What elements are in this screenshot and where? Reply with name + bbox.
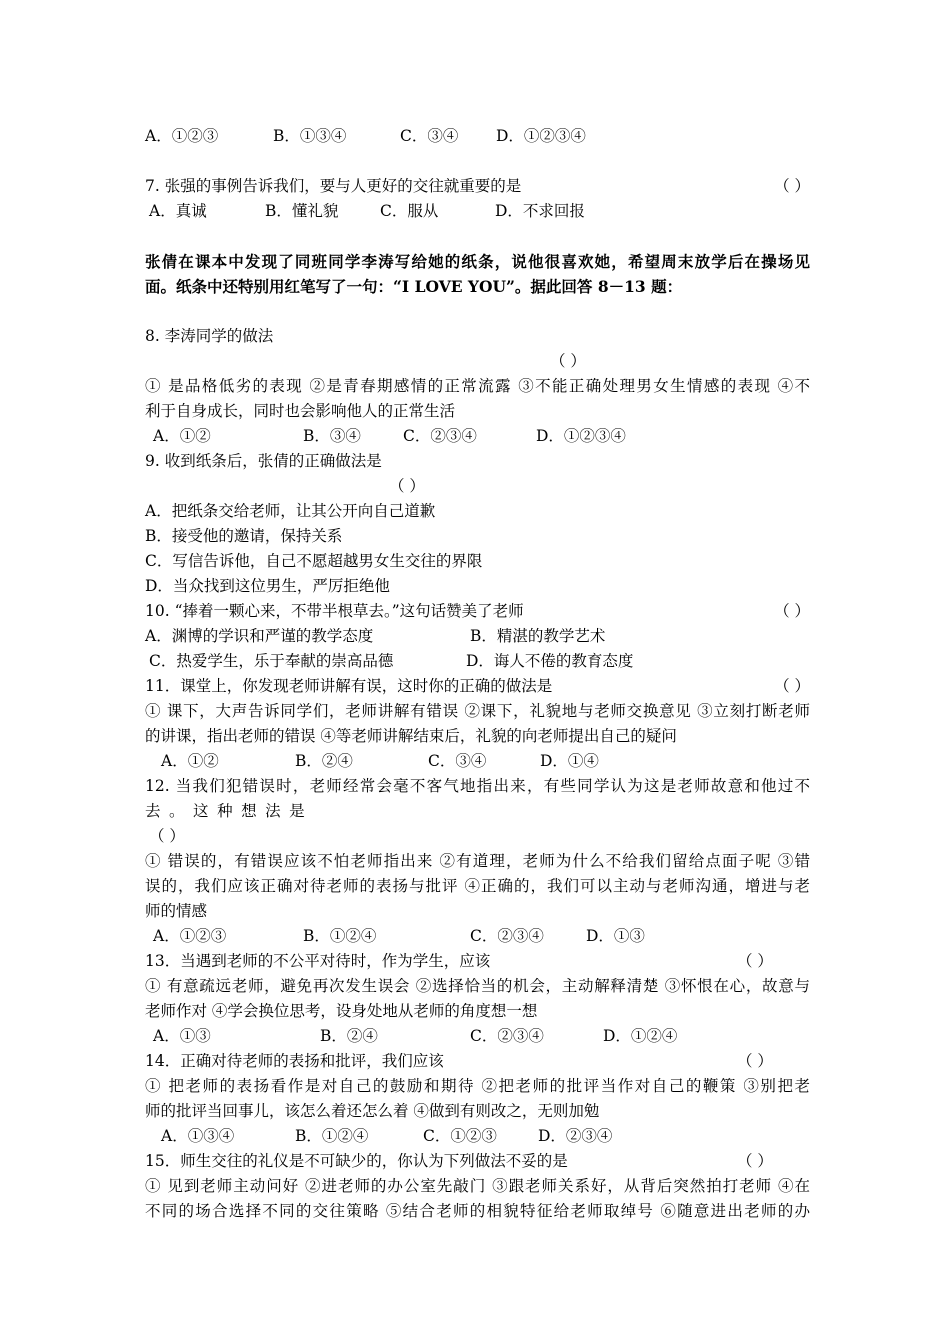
q10-option-d: D．诲人不倦的教育态度: [466, 652, 634, 670]
q12-option-a: A．①②③: [153, 927, 227, 945]
passage-line-1: 张倩在课本中发现了同班同学李涛写给她的纸条，说他很喜欢她，希望周末放学后在操场见: [145, 252, 810, 271]
q11-option-a: A．①②: [161, 752, 219, 770]
q6-option-d: D．①②③④: [496, 127, 586, 145]
passage-line-2: 面。纸条中还特别用红笔写了一句：“I LOVE YOU”。据此回答 8－13 题：: [145, 277, 683, 296]
q9-option-d: D．当众找到这位男生，严厉拒绝他: [145, 577, 390, 595]
q9-option-c: C．写信告诉他，自己不愿超越男女生交往的界限: [145, 552, 483, 570]
q13-body-1: ① 有意疏远老师，避免再次发生误会 ②选择恰当的机会，主动解释清楚 ③怀恨在心，故意与: [145, 977, 810, 995]
q7-option-b: B．懂礼貌: [265, 202, 339, 220]
q10-option-b: B．精湛的教学艺术: [470, 627, 606, 645]
q7-answer-paren: （ ）: [774, 177, 810, 195]
q10-options-row-2: [145, 649, 810, 674]
q12-options: [145, 924, 810, 949]
q9-option-a: A．把纸条交给老师，让其公开向自己道歉: [145, 502, 436, 520]
q7-stem: 7. 张强的事例告诉我们，要与人更好的交往就重要的是: [145, 177, 522, 195]
q15-answer-paren: （ ）: [737, 1152, 773, 1170]
q13-option-b: B．②④: [320, 1027, 378, 1045]
q14-body-2: 师的批评当回事儿，该怎么着还怎么着 ④做到有则改之，无则加勉: [145, 1102, 600, 1120]
q11-options: [145, 749, 810, 774]
q14-option-c: C．①②③: [423, 1127, 497, 1145]
q14-options: [145, 1124, 810, 1149]
q12-body-2: 误的，我们应该正确对待老师的表扬与批评 ④正确的，我们可以主动与老师沟通，增进与老: [145, 877, 810, 895]
q9-paren-line: [145, 474, 810, 499]
q12-option-b: B．①②④: [303, 927, 377, 945]
q13-answer-paren: （ ）: [737, 952, 773, 970]
q12-body-1: ① 错误的，有错误应该不怕老师指出来 ②有道理，老师为什么不给我们留给点面子呢 ③错: [145, 852, 810, 870]
q8-option-a: A．①②: [153, 427, 211, 445]
q14-option-a: A．①③④: [161, 1127, 235, 1145]
q12-stem-1: 12. 当我们犯错误时，老师经常会毫不客气地指出来，有些同学认为这是老师故意和他过不: [145, 777, 810, 795]
q8-paren-line: [145, 349, 810, 374]
q14-body-1: ① 把老师的表扬看作是对自己的鼓励和期待 ②把老师的批评当作对自己的鞭策 ③别把老: [145, 1077, 810, 1095]
q13-body-2: 老师作对 ④学会换位思考，设身处地从老师的角度想一想: [145, 1002, 538, 1020]
q11-option-b: B．②④: [295, 752, 353, 770]
q12-option-d: D．①③: [586, 927, 645, 945]
q13-stem: 13．当遇到老师的不公平对待时，作为学生，应该: [145, 952, 491, 970]
q14-option-d: D．②③④: [538, 1127, 613, 1145]
q9-stem: 9. 收到纸条后，张倩的正确做法是: [145, 452, 382, 470]
q14-answer-paren: （ ）: [737, 1052, 773, 1070]
q7-options: [145, 199, 810, 224]
q13-options: [145, 1024, 810, 1049]
q10-stem-line: [145, 599, 810, 624]
exam-page: [145, 124, 810, 1224]
q10-options-row-1: [145, 624, 810, 649]
q7-option-d: D．不求回报: [495, 202, 585, 220]
q12-option-c: C．②③④: [470, 927, 544, 945]
q8-option-c: C．②③④: [403, 427, 477, 445]
q14-stem-line: [145, 1049, 810, 1074]
q11-answer-paren: （ ）: [774, 677, 810, 695]
q13-stem-line: [145, 949, 810, 974]
q8-body-1: ① 是品格低劣的表现 ②是青春期感情的正常流露 ③不能正确处理男女生情感的表现 ④不: [145, 377, 810, 395]
q11-option-d: D．①④: [540, 752, 599, 770]
q12-answer-paren: （ ）: [149, 827, 185, 845]
q10-option-c: C．热爱学生，乐于奉献的崇高品德: [149, 652, 394, 670]
q8-body-2: 利于自身成长，同时也会影响他人的正常生活: [145, 402, 456, 420]
q8-stem: 8. 李涛同学的做法: [145, 327, 274, 345]
q11-option-c: C．③④: [428, 752, 487, 770]
q7-option-a: A．真诚: [149, 202, 207, 220]
q8-option-b: B．③④: [303, 427, 361, 445]
q12-body-3: 师的情感: [145, 902, 208, 920]
q11-body-1: ① 课下，大声告诉同学们，老师讲解有错误 ②课下，礼貌地与老师交换意见 ③立刻打断老师: [145, 702, 810, 720]
q10-answer-paren: （ ）: [774, 602, 810, 620]
q6-option-c: C．③④: [400, 127, 459, 145]
q6-option-a: A．①②③: [145, 127, 219, 145]
q10-option-a: A．渊博的学识和严谨的教学态度: [145, 627, 374, 645]
q14-option-b: B．①②④: [295, 1127, 369, 1145]
q15-body-2: 不同的场合选择不同的交往策略 ⑤结合老师的相貌特征给老师取绰号 ⑥随意进出老师的办: [145, 1202, 810, 1220]
q6-option-b: B．①③④: [273, 127, 347, 145]
q7-stem-line: [145, 174, 810, 199]
q9-answer-paren: （ ）: [389, 477, 425, 495]
q12-stem-2: 去。这种想法是: [145, 802, 314, 820]
q15-body-1: ① 见到老师主动问好 ②进老师的办公室先敲门 ③跟老师关系好，从背后突然拍打老师 ④在: [145, 1177, 810, 1195]
q8-answer-paren: （ ）: [550, 352, 586, 370]
q9-option-b: B．接受他的邀请，保持关系: [145, 527, 343, 545]
q7-option-c: C．服从: [380, 202, 439, 220]
q11-stem: 11．课堂上，你发现老师讲解有误，这时你的正确的做法是: [145, 677, 553, 695]
q6-options: [145, 124, 810, 149]
q15-stem-line: [145, 1149, 810, 1174]
q11-body-2: 的讲课，指出老师的错误 ④等老师讲解结束后，礼貌的向老师提出自己的疑问: [145, 727, 677, 745]
q11-stem-line: [145, 674, 810, 699]
q10-stem: 10. “捧着一颗心来，不带半根草去。”这句话赞美了老师: [145, 602, 524, 620]
q13-option-c: C．②③④: [470, 1027, 544, 1045]
q8-option-d: D．①②③④: [536, 427, 626, 445]
q15-stem: 15．师生交往的礼仪是不可缺少的，你认为下列做法不妥的是: [145, 1152, 568, 1170]
q14-stem: 14．正确对待老师的表扬和批评，我们应该: [145, 1052, 444, 1070]
q13-option-d: D．①②④: [603, 1027, 678, 1045]
q8-options: [145, 424, 810, 449]
q13-option-a: A．①③: [153, 1027, 211, 1045]
